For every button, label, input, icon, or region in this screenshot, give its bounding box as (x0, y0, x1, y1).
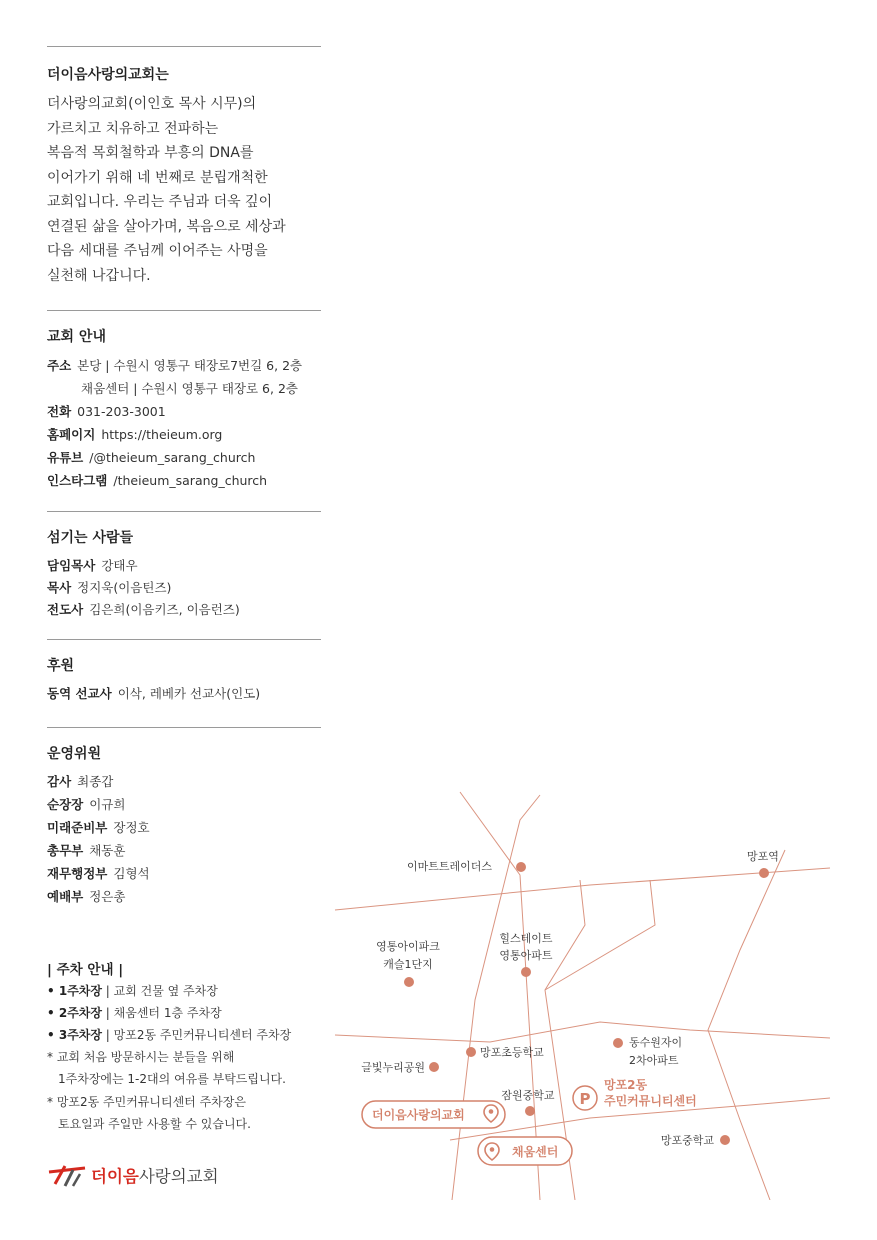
church-marker-label: 더이음사랑의교회 (372, 1108, 465, 1122)
address-main: 본당 | 수원시 영통구 태장로7번길 6, 2층 (77, 358, 303, 373)
map-label-mangpo-middle: 망포중학교 (660, 1134, 714, 1147)
staff-role: 목사 (47, 580, 72, 595)
map-label-dongsuwon: 동수원자이 (629, 1036, 683, 1049)
parking-item (47, 982, 218, 999)
church-logo-text (91, 1163, 219, 1187)
parking-item-desc: | 채움센터 1층 주차장 (101, 1006, 222, 1020)
committee-row (47, 887, 125, 905)
map-label-hillstate: 힐스테이트 (499, 932, 553, 945)
phone-value: 031-203-3001 (77, 404, 166, 419)
parking-item (47, 1004, 222, 1021)
map-label-jamwon-middle: 잠원중학교 (501, 1089, 555, 1102)
committee-row (47, 864, 150, 882)
map-landmark-dot (759, 868, 769, 878)
divider (47, 46, 321, 47)
map-landmark-dot (429, 1062, 439, 1072)
staff-role: 전도사 (47, 602, 84, 617)
map-road (545, 880, 655, 990)
committee-name: 채동훈 (89, 843, 126, 858)
about-line: 가르치고 치유하고 전파하는 (47, 120, 219, 137)
map-landmark-dot (525, 1106, 535, 1116)
parking-item-label: • 1주차장 (47, 984, 102, 998)
homepage-label: 홈페이지 (47, 427, 96, 442)
map-label-yeongtong-ipark: 캐슬1단지 (383, 958, 433, 971)
support-name: 이삭, 레베카 선교사(인도) (117, 686, 261, 701)
committee-row (47, 818, 150, 836)
info-title: 교회 안내 (47, 329, 106, 345)
committee-row (47, 772, 113, 790)
committee-row (47, 795, 125, 813)
map-road (708, 850, 785, 1200)
map-label-yeongtong-ipark: 영통아이파크 (376, 940, 440, 953)
committee-role: 재무행정부 (47, 866, 108, 881)
instagram-row (47, 471, 267, 489)
about-line: 이어가기 위해 네 번째로 분립개척한 (47, 169, 268, 186)
committee-title: 운영위원 (47, 746, 102, 762)
map-road (335, 1022, 830, 1042)
phone-label: 전화 (47, 404, 72, 419)
chaeum-center-marker[interactable] (478, 1137, 572, 1165)
map-label-community: 주민커뮤니티센터 (604, 1094, 697, 1108)
address-label: 주소 (47, 358, 72, 373)
church-marker[interactable] (362, 1101, 505, 1128)
staff-role: 담임목사 (47, 558, 96, 573)
homepage-row (47, 425, 222, 443)
map-landmark-dot (466, 1047, 476, 1057)
parking-item-label: • 2주차장 (47, 1006, 102, 1020)
map-label-park: 글빛누리공원 (361, 1061, 425, 1074)
committee-role: 미래준비부 (47, 820, 108, 835)
community-center-parking (573, 1077, 697, 1110)
logo-brand-part: 더이음 (91, 1167, 139, 1186)
youtube-label: 유튜브 (47, 450, 84, 465)
parking-item (47, 1026, 291, 1043)
committee-role: 감사 (47, 774, 72, 789)
instagram-label: 인스타그램 (47, 473, 108, 488)
instagram-link[interactable]: /theieum_sarang_church (113, 473, 268, 488)
staff-name: 강태우 (101, 558, 138, 573)
staff-row (47, 600, 240, 618)
map-label-hillstate: 영통아파트 (499, 949, 553, 962)
committee-name: 김형석 (113, 866, 150, 881)
address-sub-row (81, 379, 298, 397)
youtube-link[interactable]: /@theieum_sarang_church (89, 450, 256, 465)
divider (47, 727, 321, 728)
church-logo (47, 1160, 219, 1190)
church-logo-icon (47, 1162, 87, 1188)
phone-row (47, 402, 166, 420)
committee-name: 이규희 (89, 797, 126, 812)
parking-item-desc: | 망포2동 주민커뮤니티센터 주차장 (101, 1028, 292, 1042)
support-row (47, 684, 260, 702)
address-sub: 채움센터 | 수원시 영통구 태장로 6, 2층 (81, 381, 298, 396)
committee-name: 장정호 (113, 820, 150, 835)
parking-note: * 망포2동 주민커뮤니티센터 주차장은 (47, 1095, 246, 1109)
staff-row (47, 556, 138, 574)
staff-name: 정지욱(이음틴즈) (77, 580, 172, 595)
parking-guide (47, 958, 292, 1131)
map-label-emart: 이마트트레이더스 (406, 860, 492, 873)
divider (47, 511, 321, 512)
committee-name: 정은총 (89, 889, 126, 904)
location-map (330, 780, 835, 1200)
staff-name: 김은희(이음키즈, 이음런즈) (89, 602, 240, 617)
parking-note: 1주차장에는 1-2대의 여유를 부탁드립니다. (58, 1072, 286, 1086)
parking-title: | 주차 안내 | (47, 962, 124, 978)
parking-note: * 교회 처음 방문하시는 분들을 위해 (47, 1050, 235, 1064)
committee-name: 최종갑 (77, 774, 114, 789)
map-landmark-dot (404, 977, 414, 987)
map-landmark-dot (720, 1135, 730, 1145)
homepage-link[interactable]: https://theieum.org (101, 427, 223, 442)
committee-role: 총무부 (47, 843, 84, 858)
support-role: 동역 선교사 (47, 686, 112, 701)
staff-row (47, 578, 171, 596)
map-landmark-dot (521, 967, 531, 977)
about-title: 더이음사랑의교회는 (47, 67, 169, 83)
logo-rest-part: 사랑의교회 (138, 1167, 219, 1186)
map-landmark-dot (613, 1038, 623, 1048)
divider (47, 639, 321, 640)
map-label-community: 망포2동 (604, 1078, 648, 1092)
map-landmark-dot (516, 862, 526, 872)
about-line: 연결된 삶을 살아가며, 복음으로 세상과 (47, 218, 286, 235)
committee-role: 예배부 (47, 889, 84, 904)
address-row (47, 356, 302, 374)
about-line: 복음적 목회철학과 부흥의 DNA를 (47, 145, 254, 161)
committee-role: 순장장 (47, 797, 84, 812)
parking-note: 토요일과 주일만 사용할 수 있습니다. (58, 1117, 251, 1131)
parking-marker-symbol: P (579, 1090, 591, 1108)
parking-item-desc: | 교회 건물 옆 주차장 (101, 984, 218, 998)
about-line: 실천해 나갑니다. (47, 267, 151, 284)
map-label-dongsuwon: 2차아파트 (629, 1054, 679, 1067)
about-line: 다음 세대를 주님께 이어주는 사명을 (47, 243, 268, 259)
chaeum-marker-label: 채움센터 (512, 1145, 559, 1159)
divider (47, 310, 321, 311)
parking-item-label: • 3주차장 (47, 1028, 102, 1042)
staff-title: 섬기는 사람들 (47, 530, 134, 546)
map-label-mangpo-station: 망포역 (747, 850, 779, 863)
youtube-row (47, 448, 255, 466)
about-line: 교회입니다. 우리는 주님과 더욱 깊이 (47, 194, 273, 210)
committee-row (47, 841, 125, 859)
about-paragraph (47, 92, 327, 288)
map-label-mangpo-elem: 망포초등학교 (480, 1046, 544, 1059)
about-line: 더사랑의교회(이인호 목사 시무)의 (47, 96, 257, 112)
support-title: 후원 (47, 658, 75, 674)
